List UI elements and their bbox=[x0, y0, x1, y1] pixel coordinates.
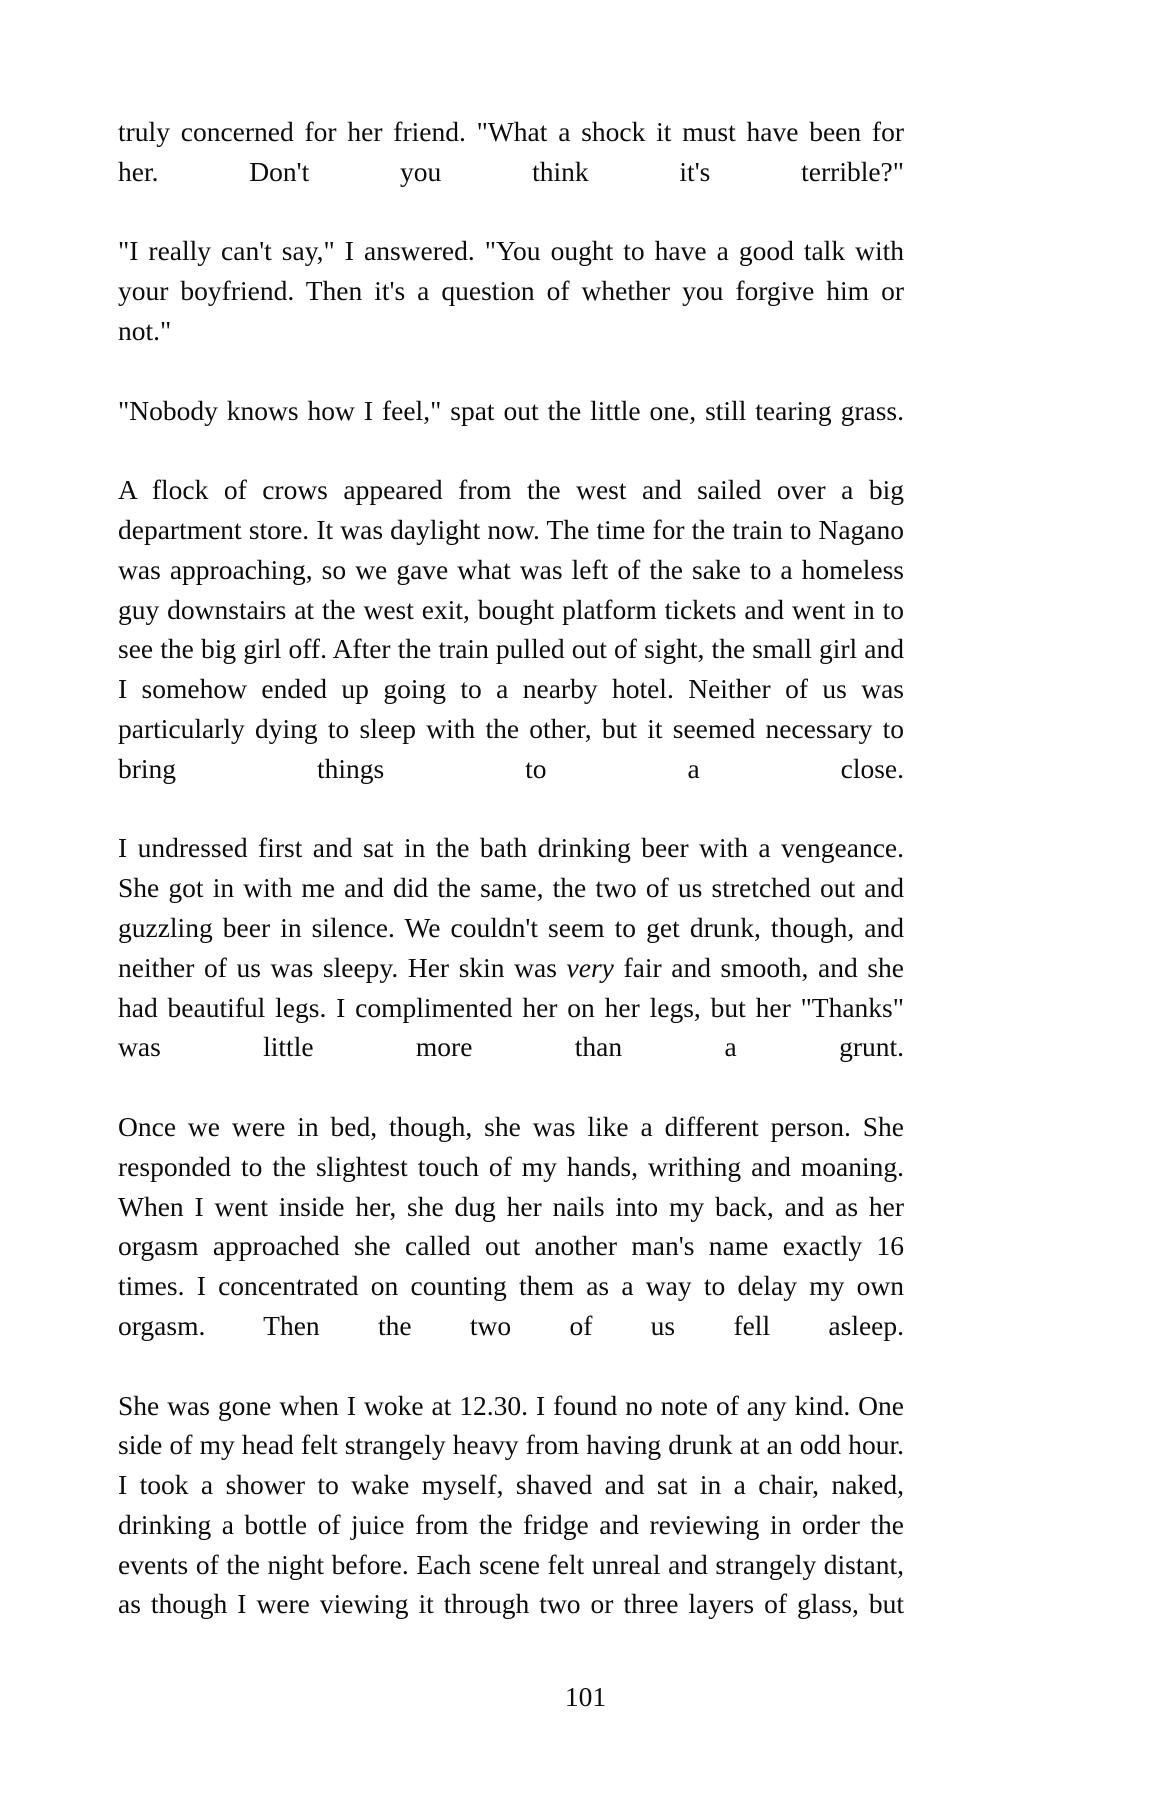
paragraph-1: truly concerned for her friend. "What a shock it must have been for her. Don't you think it's terrible?" bbox=[118, 116, 904, 187]
paragraph-4: A flock of crows appeared from the west and sailed over a big department store. It was daylight now. The time for the train to Nagano was approaching, so we gave what was left of the sake to a homeless guy downstairs at the west exit, bought platform tickets and went in to see the big girl off. After the train pulled out of sight, the small girl and I somehow ended up going to a nearby hotel. Neither of us was particularly dying to sleep with the other, but it seemed necessary to bring things to a close. bbox=[118, 474, 904, 784]
paragraph-5-lead: I undressed first and sat in the bath drinking beer with a vengeance. She got in with me and did the same, the two of us stretched out and guzzling beer in silence. We couldn't seem to get drunk, though, and neither of us was sleepy. Her skin was bbox=[118, 832, 904, 983]
paragraph-3: "Nobody knows how I feel," spat out the little one, still tearing grass. bbox=[118, 394, 904, 426]
paragraph-5 bbox=[118, 828, 904, 1107]
text-column bbox=[118, 112, 904, 1664]
paragraph-2: "I really can't say," I answered. "You ought to have a good talk with your boyfriend. Then it's a question of whether you forgive him or not." bbox=[118, 235, 904, 346]
paragraph-6: Once we were in bed, though, she was like a different person. She responded to the slightest touch of my hands, writhing and moaning. When I went inside her, she dug her nails into my back, and as her orgasm approached she called out another man's name exactly 16 times. I concentrated on counting them as a way to delay my own orgasm. Then the two of us fell asleep. bbox=[118, 1110, 904, 1341]
paragraph-7: She was gone when I woke at 12.30. I found no note of any kind. One side of my head felt strangely heavy from having drunk at an odd hour. I took a shower to wake myself, shaved and sat in a chair, naked, drinking a bottle of juice from the fridge and reviewing in order the events of the night before. Each scene felt unreal and strangely distant, as though I were viewing it through two or three layers of glass, but bbox=[118, 1389, 904, 1620]
emphasized-word-very: very bbox=[566, 951, 614, 983]
paragraph-5-tail: fair and smooth, and she had beautiful legs. I complimented her on her legs, but her "Thanks" was little more than a grunt. bbox=[118, 951, 904, 1063]
page-number: 101 bbox=[564, 1681, 607, 1712]
